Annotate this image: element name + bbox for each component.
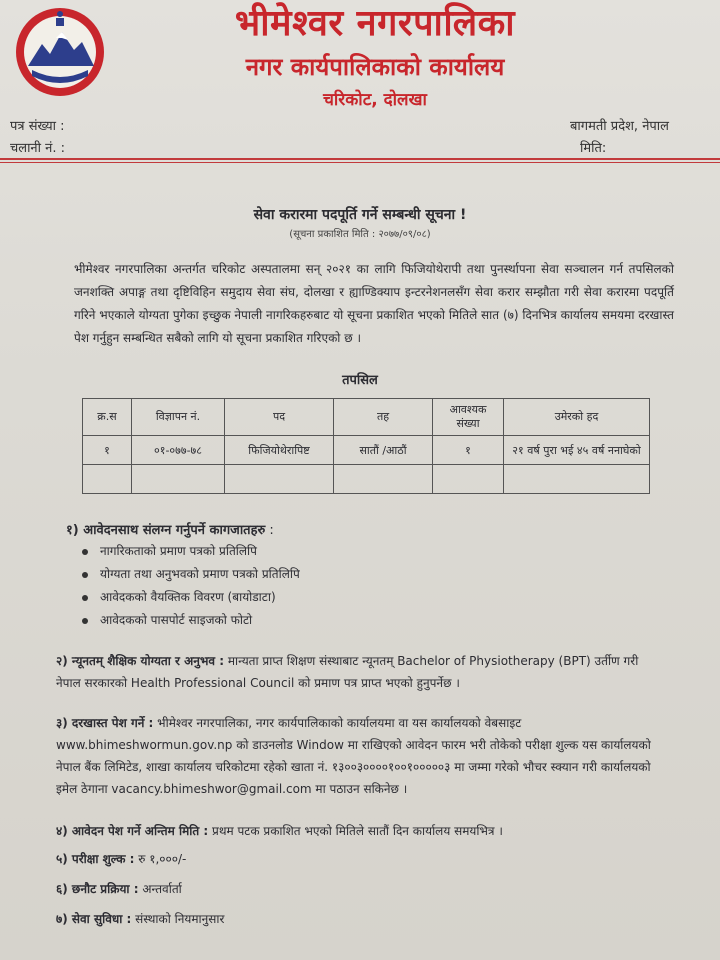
cell-age-limit: २१ वर्ष पुरा भई ४५ वर्ष ननाघेको [504, 436, 650, 465]
selection-text: अन्तर्वार्ता [142, 882, 182, 896]
col-ad-number: विज्ञापन नं. [132, 399, 225, 436]
facility-line [56, 910, 224, 927]
selection-heading: ६) छनौट प्रक्रिया : [56, 882, 139, 896]
fee-line [56, 850, 186, 867]
municipality-emblem-icon [12, 4, 108, 100]
list-item [82, 540, 300, 563]
application-text: भीमेश्वर नगरपालिका, नगर कार्यपालिकाको कार्यालयमा वा यस कार्यालयको वेबसाइट www.bhimeshwormun.gov.np को डाउनलोड Window मा राखिएको आवेदन फारम भरी तोकेको परीक्षा शुल्क यस कार्यालयको नेपाल बैंक लिमिटेड, शाखा कार्यालय चरिकोटमा रहेको खाता नं. १३००३००००१००१०००००३ मा जम्मा गरेको भौचर स्क्यान गरी कार्यालयको इमेल ठेगाना vacancy.bhimeshwor@gmail.com मा पठाउन सकिनेछ । [56, 716, 651, 796]
cell-empty [83, 465, 132, 494]
documents-list [82, 540, 300, 632]
table-header-row [83, 399, 650, 436]
list-item [82, 563, 300, 586]
cell-empty [433, 465, 504, 494]
cell-empty [225, 465, 334, 494]
table-row-empty [83, 465, 650, 494]
bullet-icon [82, 549, 88, 555]
col-serial: क्र.स [83, 399, 132, 436]
notice-body: भीमेश्वर नगरपालिका अन्तर्गत चरिकोट अस्पतालमा सन् २०२१ का लागि फिजियोथेरापी तथा पुनर्स्थापना सेवा सञ्चालन गर्न तपसिलको जनशक्ति अपाङ्ग तथा दृष्टिविहिन समुदाय सेवा संघ, दोलखा र ह्याण्डिक्याप इन्टरनेशनलसँग सेवा करार सम्झौता गरी सेवा करारमा पदपूर्ति गरिने भएकाले योग्यता पुगेका इच्छुक नेपाली नागरिकहरुबाट यो सूचना प्रकाशित भएको मितिले सात (७) दिनभित्र कार्यालय समयमा दरखास्त पेश गर्नुहुन सम्बन्धित सबैको लागि यो सूचना प्रकाशित गरिएको छ । [74, 262, 674, 345]
table-title: तपसिल [342, 373, 378, 388]
notice-published-date: (सूचना प्रकाशित मिति : २०७७/०९/०८) [289, 229, 431, 240]
cell-ad-number: ०१-०७७-७८ [132, 436, 225, 465]
facility-heading: ७) सेवा सुविधा : [56, 912, 132, 926]
cell-empty [504, 465, 650, 494]
dispatch-number-label: चलानी नं. : [10, 141, 66, 156]
deadline-text: प्रथम पटक प्रकाशित भएको मितिले सातौं दिन कार्यालय समयभित्र । [212, 824, 503, 838]
list-item-text: योग्यता तथा अनुभवको प्रमाण पत्रको प्रतिलिपि [100, 567, 300, 581]
municipality-title: भीमेश्वर नगरपालिका [234, 3, 516, 44]
date-label: मिति: [580, 141, 607, 156]
reference-number-label: पत्र संख्या : [10, 119, 65, 134]
office-place: चरिकोट, दोलखा [323, 90, 427, 110]
selection-line [56, 880, 182, 897]
list-item-text: नागरिकताको प्रमाण पत्रको प्रतिलिपि [100, 544, 257, 558]
qualification-section [56, 650, 656, 694]
cell-post: फिजियोथेरापिष्ट [225, 436, 334, 465]
facility-text: संस्थाको नियमानुसार [135, 912, 225, 926]
office-subtitle: नगर कार्यपालिकाको कार्यालय [245, 53, 505, 81]
application-heading: ३) दरखास्त पेश गर्ने : [56, 716, 154, 730]
header-divider-thin [0, 162, 720, 163]
cell-empty [132, 465, 225, 494]
cell-level: सातौं /आठौं [334, 436, 433, 465]
bullet-icon [82, 572, 88, 578]
cell-serial: १ [83, 436, 132, 465]
cell-required-count: १ [433, 436, 504, 465]
col-required-count: आवश्यक संख्या [433, 399, 504, 436]
header-divider [0, 158, 720, 160]
notice-title: सेवा करारमा पदपूर्ति गर्ने सम्बन्धी सूचना ! [253, 207, 467, 223]
fee-text: रु १,०००/- [138, 852, 187, 866]
documents-heading: १) आवेदनसाथ संलग्न गर्नुपर्ने कागजातहरु : [66, 523, 274, 538]
deadline-heading: ४) आवेदन पेश गर्ने अन्तिम मिति : [56, 824, 209, 838]
deadline-line [56, 822, 503, 839]
list-item-text: आवेदकको पासपोर्ट साइजको फोटो [100, 613, 253, 627]
bullet-icon [82, 618, 88, 624]
bullet-icon [82, 595, 88, 601]
list-item [82, 609, 300, 632]
province-label: बागमती प्रदेश, नेपाल [570, 119, 669, 134]
list-item [82, 586, 300, 609]
table-row [83, 436, 650, 465]
list-item-text: आवेदकको वैयक्तिक विवरण (बायोडाटा) [100, 590, 276, 604]
fee-heading: ५) परीक्षा शुल्क : [56, 852, 135, 866]
col-level: तह [334, 399, 433, 436]
cell-empty [334, 465, 433, 494]
col-post: पद [225, 399, 334, 436]
documents-heading-text: १) आवेदनसाथ संलग्न गर्नुपर्ने कागजातहरु [66, 523, 266, 538]
col-age-limit: उमेरको हद [504, 399, 650, 436]
vacancy-table [82, 398, 650, 494]
qualification-heading: २) न्यूनतम् शैक्षिक योग्यता र अनुभव : [56, 654, 225, 668]
qualification-text: मान्यता प्राप्त शिक्षण संस्थाबाट न्यूनतम् Bachelor of Physiotherapy (BPT) उर्तीण गरी नेपाल सरकारको Health Professional Council को प्रमाण पत्र प्राप्त भएको हुनुपर्नेछ । [56, 654, 639, 690]
application-section [56, 712, 656, 800]
